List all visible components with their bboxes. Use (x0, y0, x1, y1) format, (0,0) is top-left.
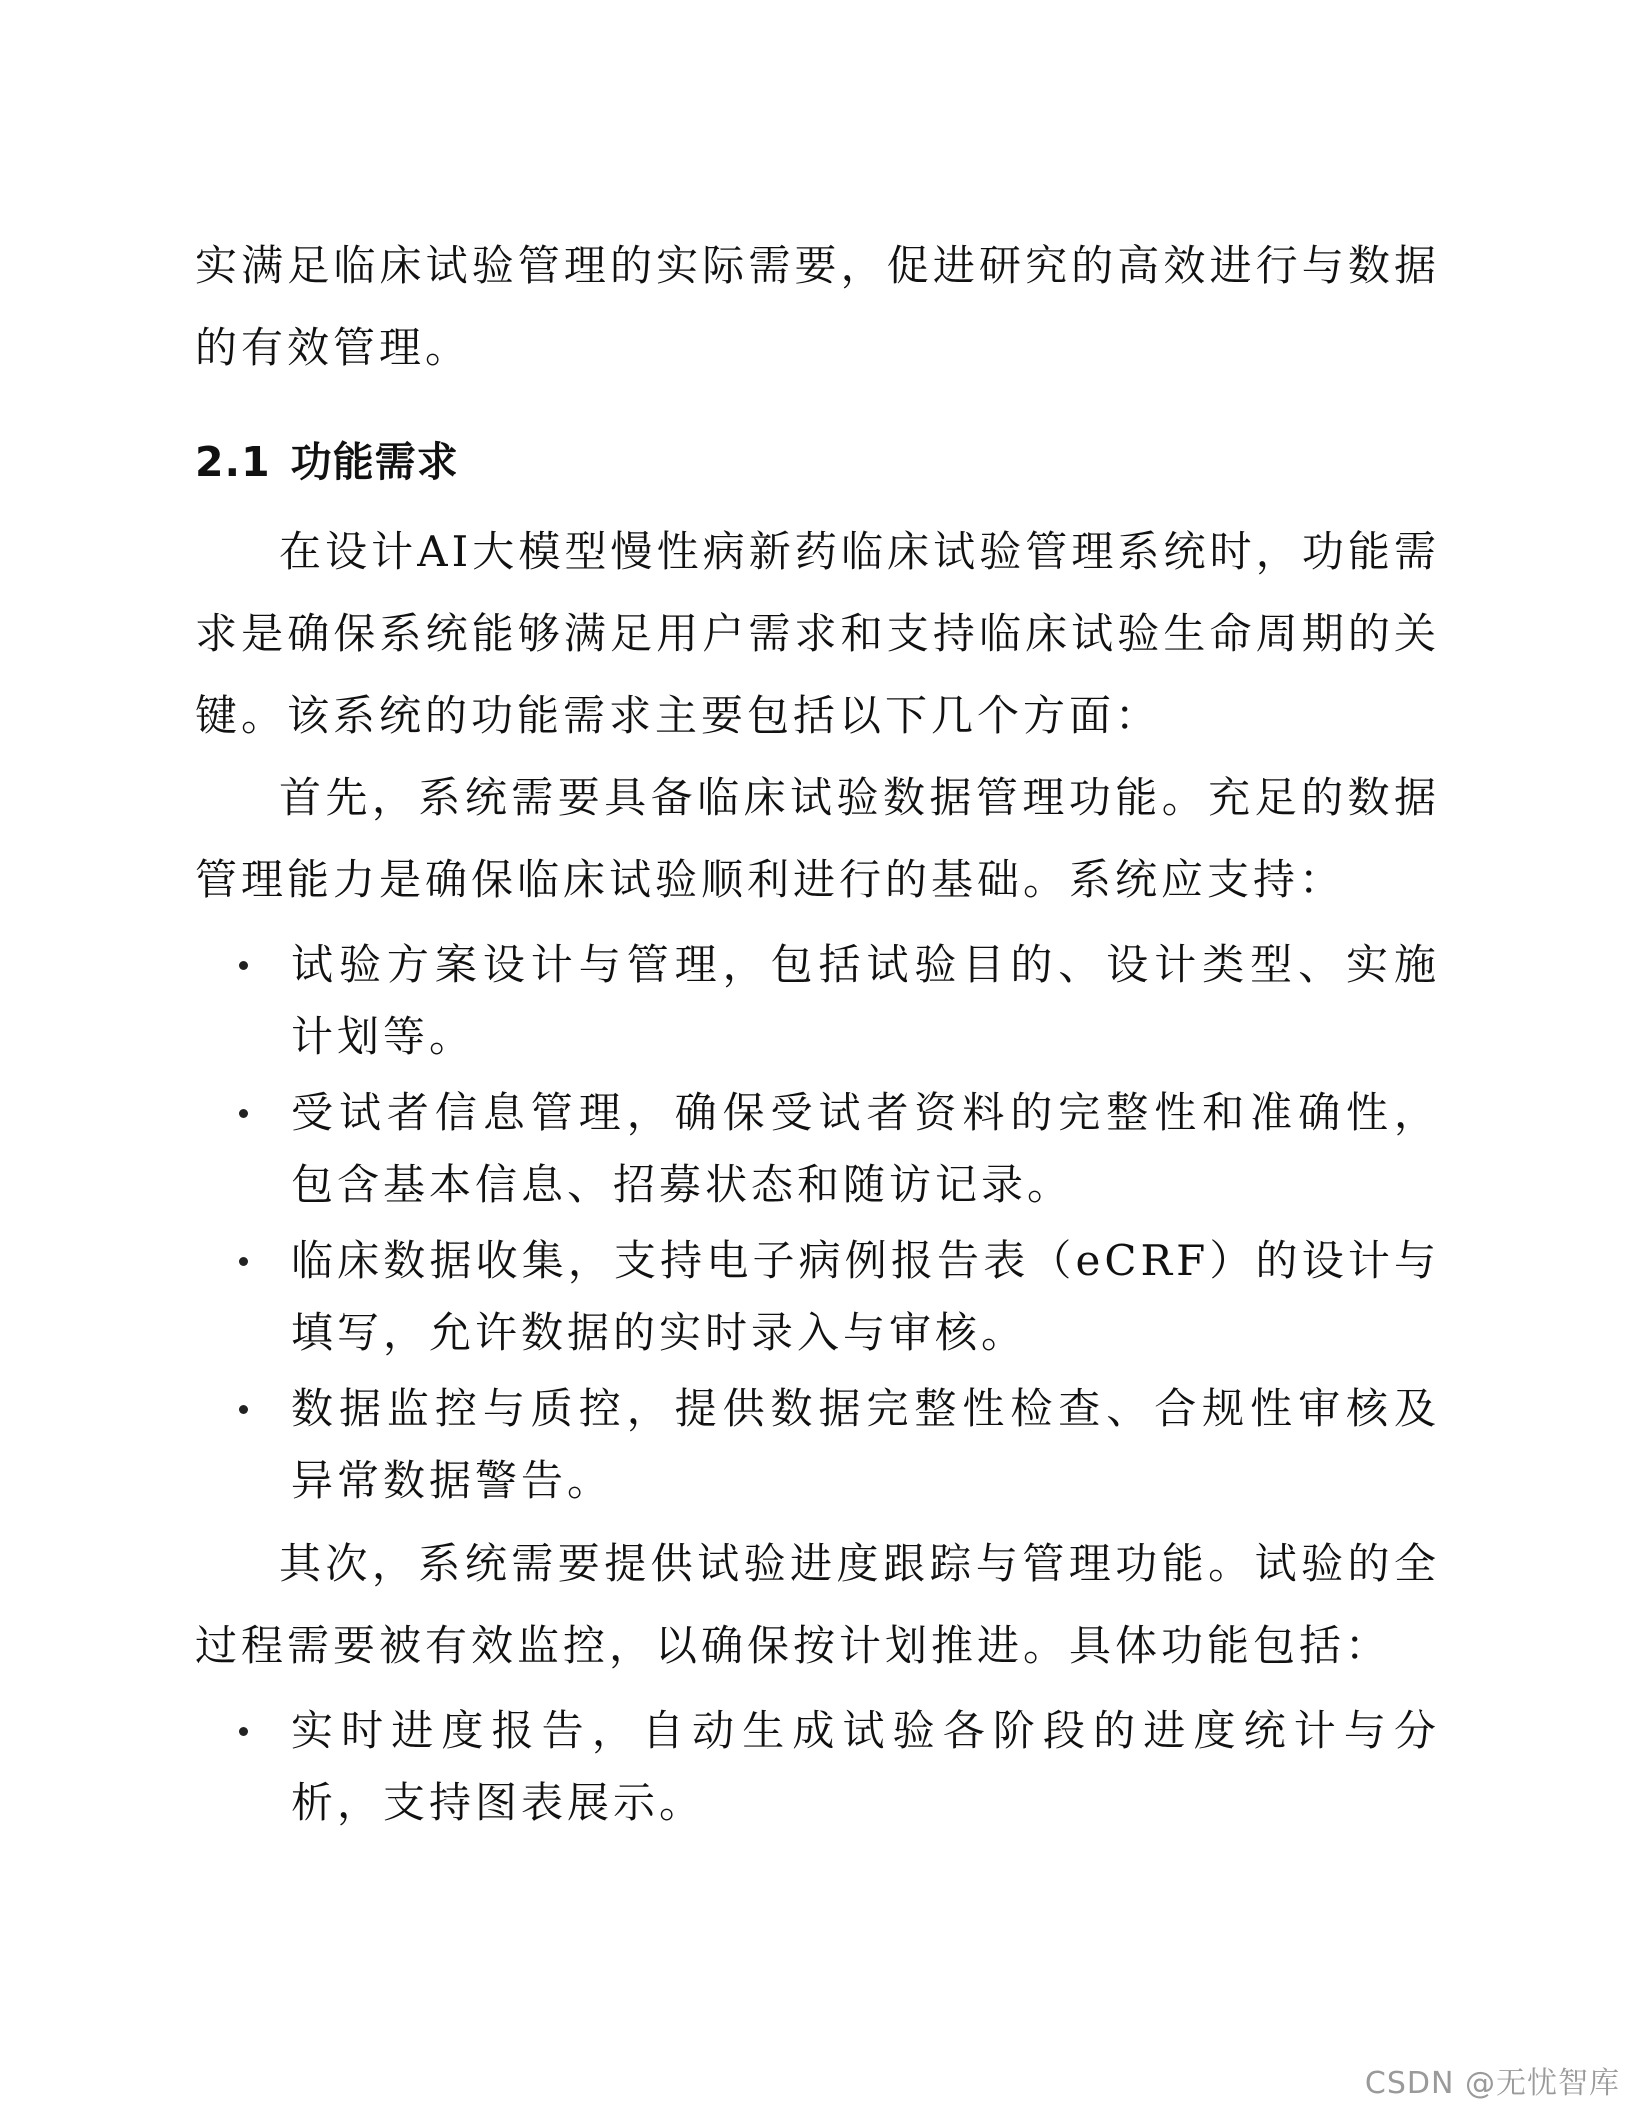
section-number: 2.1 (195, 438, 271, 486)
body-paragraph: 在设计AI大模型慢性病新药临床试验管理系统时，功能需求是确保系统能够满足用户需求和支持临床试验生命周期的关键。该系统的功能需求主要包括以下几个方面： (195, 527, 1440, 740)
watermark: CSDN @无忧智库 (1364, 2066, 1620, 2101)
list-item: 临床数据收集，支持电子病例报告表（eCRF）的设计与填写，允许数据的实时录入与审核。 (291, 1225, 1440, 1369)
bullet-icon (239, 1109, 248, 1118)
bullet-icon (239, 961, 248, 970)
list-item: 数据监控与质控，提供数据完整性检查、合规性审核及异常数据警告。 (291, 1373, 1440, 1517)
bullet-icon (239, 1727, 248, 1736)
list-item: 试验方案设计与管理，包括试验目的、设计类型、实施计划等。 (291, 929, 1440, 1073)
document-page (195, 225, 1440, 1845)
section-title: 功能需求 (290, 438, 459, 486)
data-management-list (195, 929, 1440, 1517)
section-heading (195, 427, 1440, 497)
list-item: 受试者信息管理，确保受试者资料的完整性和准确性，包含基本信息、招募状态和随访记录。 (291, 1077, 1440, 1221)
bullet-icon (239, 1405, 248, 1414)
body-paragraph: 其次，系统需要提供试验进度跟踪与管理功能。试验的全过程需要被有效监控，以确保按计划推进。具体功能包括： (195, 1539, 1440, 1670)
bullet-icon (239, 1257, 248, 1266)
progress-list (195, 1695, 1440, 1839)
list-item: 实时进度报告，自动生成试验各阶段的进度统计与分析，支持图表展示。 (291, 1695, 1440, 1839)
intro-paragraph: 实满足临床试验管理的实际需要，促进研究的高效进行与数据的有效管理。 (195, 241, 1440, 372)
body-paragraph: 首先，系统需要具备临床试验数据管理功能。充足的数据管理能力是确保临床试验顺利进行的基础。系统应支持： (195, 773, 1440, 904)
